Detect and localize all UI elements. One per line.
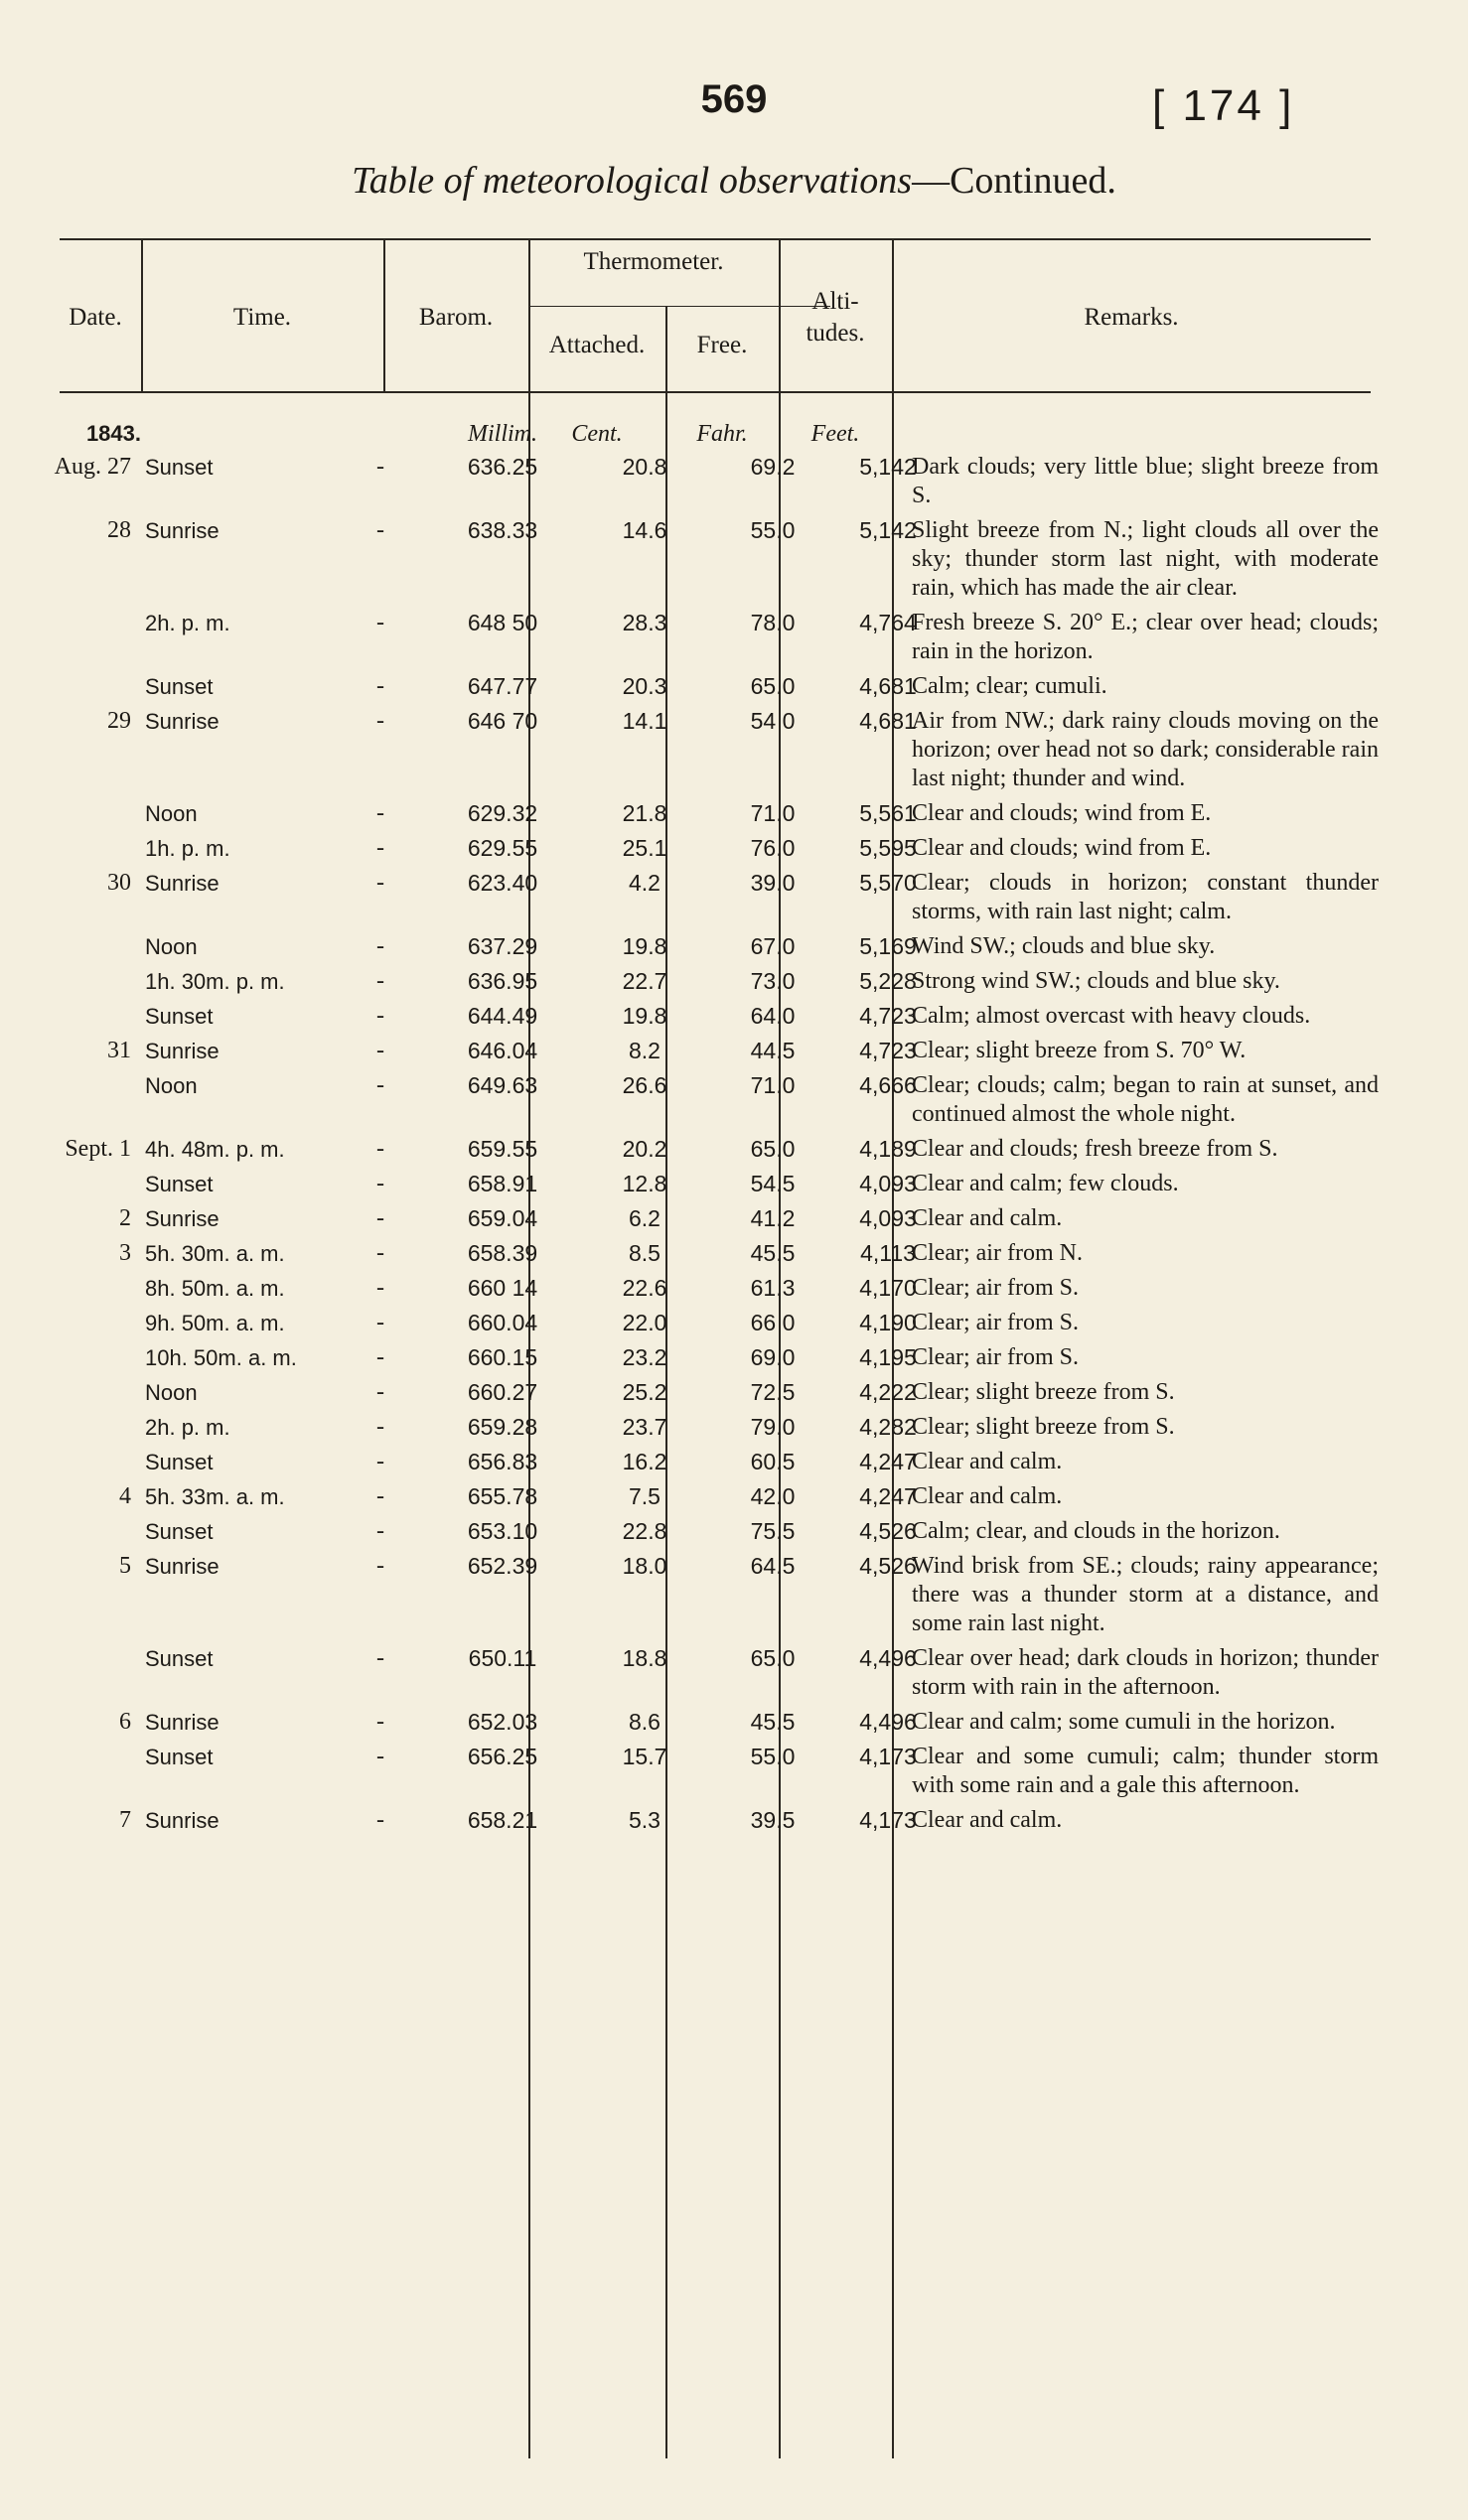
time-cell: Sunset xyxy=(145,1745,214,1769)
leader-dash: - xyxy=(376,610,384,635)
leader-dash: - xyxy=(376,1449,384,1474)
altitude-cell: 4,173 xyxy=(859,1807,917,1833)
attached-thermometer-cell: 8.5 xyxy=(629,1240,661,1266)
time-cell: 9h. 50m. a. m. xyxy=(145,1311,285,1335)
time-cell: Sunset xyxy=(145,1004,214,1029)
altitude-cell: 4,496 xyxy=(859,1709,917,1735)
free-thermometer-cell: 72.5 xyxy=(750,1379,796,1405)
time-cell: Sunset xyxy=(145,1519,214,1544)
free-thermometer-cell: 60.5 xyxy=(750,1449,796,1474)
attached-thermometer-cell: 22.8 xyxy=(622,1518,667,1544)
free-thermometer-cell: 54 0 xyxy=(750,708,796,734)
table-row xyxy=(50,707,1381,799)
page-title xyxy=(0,159,1468,203)
barometer-cell: 660 14 xyxy=(467,1275,538,1301)
altitude-cell: 5,595 xyxy=(859,835,917,861)
leader-dash: - xyxy=(376,1414,384,1440)
leader-dash: - xyxy=(376,454,384,480)
altitude-cell: 4,723 xyxy=(859,1038,917,1063)
altitude-cell: 5,142 xyxy=(859,454,917,480)
time-cell: Sunset xyxy=(145,1172,214,1196)
remarks-cell: Strong wind SW.; clouds and blue sky. xyxy=(912,968,1280,994)
title-suffix: —Continued. xyxy=(912,160,1116,202)
attached-thermometer-cell: 26.6 xyxy=(622,1072,667,1098)
table-row xyxy=(50,609,1381,672)
free-thermometer-cell: 79.0 xyxy=(750,1414,796,1440)
free-thermometer-cell: 66 0 xyxy=(750,1310,796,1335)
barometer-cell: 659.28 xyxy=(467,1414,538,1440)
date-cell: 30 xyxy=(107,870,131,896)
barometer-cell: 636.25 xyxy=(467,454,538,480)
time-cell: Noon xyxy=(145,1073,198,1098)
attached-thermometer-cell: 20.8 xyxy=(622,454,667,480)
table-row xyxy=(50,1413,1381,1448)
time-cell: Sunset xyxy=(145,455,214,480)
free-thermometer-cell: 54.5 xyxy=(750,1171,796,1196)
date-cell: Sept. 1 xyxy=(65,1136,131,1162)
altitude-cell: 4,189 xyxy=(859,1136,917,1162)
remarks-cell: Wind brisk from SE.; clouds; rainy appearance; there was a thunder storm at a distance, and some rain last night. xyxy=(912,1553,1379,1636)
remarks-cell: Air from NW.; dark rainy clouds moving on the horizon; over head not so dark; considerable rain last night; thunder and wind. xyxy=(912,708,1379,791)
remarks-cell: Clear and some cumuli; calm; thunder storm with some rain and a gale this afternoon. xyxy=(912,1744,1379,1798)
table-row xyxy=(50,1708,1381,1743)
remarks-cell: Clear; air from N. xyxy=(912,1240,1083,1266)
table-row xyxy=(50,1135,1381,1170)
attached-thermometer-cell: 21.8 xyxy=(622,800,667,826)
time-cell: 2h. p. m. xyxy=(145,1415,230,1440)
free-thermometer-cell: 76.0 xyxy=(750,835,796,861)
leader-dash: - xyxy=(376,1136,384,1162)
altitude-cell: 5,228 xyxy=(859,968,917,994)
table-row xyxy=(50,834,1381,869)
barometer-cell: 649.63 xyxy=(467,1072,538,1098)
attached-thermometer-cell: 16.2 xyxy=(622,1449,667,1474)
table-row xyxy=(50,1002,1381,1037)
barometer-cell: 652.03 xyxy=(467,1709,538,1735)
altitude-cell: 4,681 xyxy=(859,708,917,734)
barometer-cell: 660.04 xyxy=(467,1310,538,1335)
unit-free: Fahr. xyxy=(696,421,748,447)
leader-dash: - xyxy=(376,933,384,959)
altitude-cell: 4,170 xyxy=(859,1275,917,1301)
time-cell: 1h. p. m. xyxy=(145,836,230,861)
altitude-cell: 4,247 xyxy=(859,1483,917,1509)
leader-dash: - xyxy=(376,1744,384,1769)
date-cell: 2 xyxy=(119,1205,131,1231)
remarks-cell: Clear and calm. xyxy=(912,1449,1063,1474)
table-row xyxy=(50,1071,1381,1135)
barometer-cell: 646.04 xyxy=(467,1038,538,1063)
time-cell: Sunset xyxy=(145,674,214,699)
leader-dash: - xyxy=(376,708,384,734)
unit-barom: Millim. xyxy=(468,421,537,447)
table-body xyxy=(50,453,1381,1841)
date-cell: 3 xyxy=(119,1240,131,1266)
altitude-cell: 4,681 xyxy=(859,673,917,699)
attached-thermometer-cell: 28.3 xyxy=(622,610,667,635)
free-thermometer-cell: 71.0 xyxy=(750,800,796,826)
altitude-cell: 4,190 xyxy=(859,1310,917,1335)
time-cell: Sunrise xyxy=(145,709,220,734)
table-row xyxy=(50,1274,1381,1309)
attached-thermometer-cell: 22.6 xyxy=(622,1275,667,1301)
altitude-cell: 4,247 xyxy=(859,1449,917,1474)
table-row xyxy=(50,516,1381,609)
remarks-cell: Slight breeze from N.; light clouds all over the sky; thunder storm last night, with moderate rain, which has made the air clear. xyxy=(912,517,1379,601)
barometer-cell: 660.27 xyxy=(467,1379,538,1405)
barometer-cell: 658.21 xyxy=(467,1807,538,1833)
date-cell: Aug. 27 xyxy=(54,454,131,480)
altitude-cell: 5,570 xyxy=(859,870,917,896)
table-row xyxy=(50,1204,1381,1239)
time-cell: Noon xyxy=(145,934,198,959)
remarks-cell: Clear; air from S. xyxy=(912,1275,1079,1301)
attached-thermometer-cell: 19.8 xyxy=(622,933,667,959)
attached-thermometer-cell: 18.8 xyxy=(622,1645,667,1671)
attached-thermometer-cell: 23.2 xyxy=(622,1344,667,1370)
table-row xyxy=(50,1552,1381,1644)
time-cell: Noon xyxy=(145,1380,198,1405)
title-italic: Table of meteorological observations xyxy=(352,160,913,202)
time-cell: 4h. 48m. p. m. xyxy=(145,1137,285,1162)
time-cell: 8h. 50m. a. m. xyxy=(145,1276,285,1301)
altitude-cell: 5,169 xyxy=(859,933,917,959)
units-row xyxy=(50,421,1381,453)
barometer-cell: 660.15 xyxy=(467,1344,538,1370)
table-row xyxy=(50,967,1381,1002)
free-thermometer-cell: 55.0 xyxy=(750,1744,796,1769)
attached-thermometer-cell: 25.2 xyxy=(622,1379,667,1405)
barometer-cell: 652.39 xyxy=(467,1553,538,1579)
table-top-rule xyxy=(60,238,1371,240)
leader-dash: - xyxy=(376,968,384,994)
time-cell: 2h. p. m. xyxy=(145,611,230,635)
barometer-cell: 648 50 xyxy=(467,610,538,635)
attached-thermometer-cell: 15.7 xyxy=(622,1744,667,1769)
barometer-cell: 656.25 xyxy=(467,1744,538,1769)
barometer-cell: 659.55 xyxy=(467,1136,538,1162)
barometer-cell: 659.04 xyxy=(467,1205,538,1231)
free-thermometer-cell: 75.5 xyxy=(750,1518,796,1544)
barometer-cell: 637.29 xyxy=(467,933,538,959)
free-thermometer-cell: 64.0 xyxy=(750,1003,796,1029)
barometer-cell: 638.33 xyxy=(467,517,538,543)
altitude-cell: 4,282 xyxy=(859,1414,917,1440)
leader-dash: - xyxy=(376,1072,384,1098)
free-thermometer-cell: 78.0 xyxy=(750,610,796,635)
remarks-cell: Clear; air from S. xyxy=(912,1310,1079,1335)
attached-thermometer-cell: 8.2 xyxy=(629,1038,661,1063)
free-thermometer-cell: 39.5 xyxy=(750,1807,796,1833)
barometer-cell: 636.95 xyxy=(467,968,538,994)
free-thermometer-cell: 73.0 xyxy=(750,968,796,994)
barometer-cell: 644.49 xyxy=(467,1003,538,1029)
barometer-cell: 658.91 xyxy=(467,1171,538,1196)
free-thermometer-cell: 71.0 xyxy=(750,1072,796,1098)
altitude-cell: 4,496 xyxy=(859,1645,917,1671)
free-thermometer-cell: 67.0 xyxy=(750,933,796,959)
attached-thermometer-cell: 18.0 xyxy=(622,1553,667,1579)
free-thermometer-cell: 39.0 xyxy=(750,870,796,896)
remarks-cell: Clear and calm. xyxy=(912,1483,1063,1509)
free-thermometer-cell: 69.0 xyxy=(750,1344,796,1370)
leader-dash: - xyxy=(376,1275,384,1301)
table-row xyxy=(50,1037,1381,1071)
time-cell: Sunrise xyxy=(145,1710,220,1735)
time-cell: Sunrise xyxy=(145,518,220,543)
table-row xyxy=(50,1517,1381,1552)
observations-table xyxy=(50,234,1381,2468)
leader-dash: - xyxy=(376,870,384,896)
bracket-page-number: [ 174 ] xyxy=(1152,81,1295,130)
leader-dash: - xyxy=(376,1483,384,1509)
remarks-cell: Calm; clear; cumuli. xyxy=(912,673,1107,699)
table-row xyxy=(50,1309,1381,1343)
free-thermometer-cell: 64.5 xyxy=(750,1553,796,1579)
barometer-cell: 629.32 xyxy=(467,800,538,826)
attached-thermometer-cell: 19.8 xyxy=(622,1003,667,1029)
leader-dash: - xyxy=(376,1344,384,1370)
remarks-cell: Fresh breeze S. 20° E.; clear over head; clouds; rain in the horizon. xyxy=(912,610,1379,664)
altitude-cell: 5,561 xyxy=(859,800,917,826)
table-row xyxy=(50,1378,1381,1413)
date-cell: 28 xyxy=(107,517,131,543)
attached-thermometer-cell: 6.2 xyxy=(629,1205,661,1231)
remarks-cell: Clear and calm; some cumuli in the horizon. xyxy=(912,1709,1336,1735)
unit-attached: Cent. xyxy=(571,421,623,447)
date-cell: 7 xyxy=(119,1807,131,1833)
barometer-cell: 653.10 xyxy=(467,1518,538,1544)
header-attached: Attached. xyxy=(548,332,646,358)
barometer-cell: 647.77 xyxy=(467,673,538,699)
attached-thermometer-cell: 22.7 xyxy=(622,968,667,994)
barometer-cell: 650.11 xyxy=(468,1645,537,1671)
time-cell: Sunrise xyxy=(145,871,220,896)
time-cell: Sunrise xyxy=(145,1554,220,1579)
header-remarks: Remarks. xyxy=(1084,304,1179,331)
barometer-cell: 646 70 xyxy=(467,708,538,734)
attached-thermometer-cell: 7.5 xyxy=(629,1483,661,1509)
attached-thermometer-cell: 20.3 xyxy=(622,673,667,699)
leader-dash: - xyxy=(376,1379,384,1405)
altitude-cell: 5,142 xyxy=(859,517,917,543)
table-row xyxy=(50,799,1381,834)
time-cell: Sunrise xyxy=(145,1808,220,1833)
table-row xyxy=(50,1743,1381,1806)
remarks-cell: Clear; clouds; calm; began to rain at sunset, and continued almost the whole night. xyxy=(912,1072,1379,1127)
header-time: Time. xyxy=(232,304,292,331)
date-cell: 4 xyxy=(119,1483,131,1509)
table-row xyxy=(50,453,1381,516)
remarks-cell: Clear and calm; few clouds. xyxy=(912,1171,1179,1196)
attached-thermometer-cell: 4.2 xyxy=(629,870,661,896)
table-row xyxy=(50,672,1381,707)
free-thermometer-cell: 65.0 xyxy=(750,673,796,699)
remarks-cell: Clear; air from S. xyxy=(912,1344,1079,1370)
leader-dash: - xyxy=(376,800,384,826)
altitude-cell: 4,093 xyxy=(859,1205,917,1231)
attached-thermometer-cell: 14.6 xyxy=(622,517,667,543)
date-cell: 31 xyxy=(107,1038,131,1063)
time-cell: 10h. 50m. a. m. xyxy=(145,1345,297,1370)
leader-dash: - xyxy=(376,1645,384,1671)
header-date: Date. xyxy=(69,304,122,331)
free-thermometer-cell: 65.0 xyxy=(750,1136,796,1162)
barometer-cell: 655.78 xyxy=(467,1483,538,1509)
free-thermometer-cell: 45.5 xyxy=(750,1709,796,1735)
leader-dash: - xyxy=(376,1038,384,1063)
altitude-cell: 4,764 xyxy=(859,610,917,635)
table-row xyxy=(50,1448,1381,1482)
attached-thermometer-cell: 23.7 xyxy=(622,1414,667,1440)
remarks-cell: Clear; slight breeze from S. xyxy=(912,1414,1175,1440)
barometer-cell: 658.39 xyxy=(467,1240,538,1266)
altitude-cell: 4,113 xyxy=(860,1240,916,1266)
header-bottom-rule xyxy=(60,391,1371,393)
free-thermometer-cell: 65.0 xyxy=(750,1645,796,1671)
barometer-cell: 629.55 xyxy=(467,835,538,861)
table-row xyxy=(50,932,1381,967)
year-label: 1843. xyxy=(85,421,141,446)
free-thermometer-cell: 45.5 xyxy=(750,1240,796,1266)
altitude-cell: 4,195 xyxy=(859,1344,917,1370)
header-free: Free. xyxy=(696,332,748,358)
barometer-cell: 656.83 xyxy=(467,1449,538,1474)
date-cell: 29 xyxy=(107,708,131,734)
attached-thermometer-cell: 5.3 xyxy=(629,1807,661,1833)
free-thermometer-cell: 69.2 xyxy=(750,454,796,480)
altitude-cell: 4,666 xyxy=(859,1072,917,1098)
remarks-cell: Clear; slight breeze from S. xyxy=(912,1379,1175,1405)
free-thermometer-cell: 42.0 xyxy=(750,1483,796,1509)
time-cell: Sunset xyxy=(145,1450,214,1474)
remarks-cell: Wind SW.; clouds and blue sky. xyxy=(912,933,1216,959)
free-thermometer-cell: 61.3 xyxy=(750,1275,796,1301)
altitude-cell: 4,173 xyxy=(859,1744,917,1769)
altitude-cell: 4,723 xyxy=(859,1003,917,1029)
leader-dash: - xyxy=(376,517,384,543)
date-cell: 6 xyxy=(119,1709,131,1735)
free-thermometer-cell: 44.5 xyxy=(750,1038,796,1063)
barometer-cell: 623.40 xyxy=(467,870,538,896)
attached-thermometer-cell: 25.1 xyxy=(622,835,667,861)
time-cell: 1h. 30m. p. m. xyxy=(145,969,285,994)
attached-thermometer-cell: 22.0 xyxy=(622,1310,667,1335)
altitude-cell: 4,526 xyxy=(859,1553,917,1579)
leader-dash: - xyxy=(376,1003,384,1029)
table-row xyxy=(50,1343,1381,1378)
page-number: 569 xyxy=(700,77,768,121)
remarks-cell: Calm; almost overcast with heavy clouds. xyxy=(912,1003,1311,1029)
leader-dash: - xyxy=(376,1807,384,1833)
unit-altitudes: Feet. xyxy=(810,421,860,447)
remarks-cell: Clear and clouds; wind from E. xyxy=(912,800,1212,826)
remarks-cell: Clear and clouds; wind from E. xyxy=(912,835,1212,861)
leader-dash: - xyxy=(376,1310,384,1335)
leader-dash: - xyxy=(376,1553,384,1579)
leader-dash: - xyxy=(376,1240,384,1266)
time-cell: 5h. 33m. a. m. xyxy=(145,1484,285,1509)
leader-dash: - xyxy=(376,835,384,861)
attached-thermometer-cell: 20.2 xyxy=(622,1136,667,1162)
time-cell: 5h. 30m. a. m. xyxy=(145,1241,285,1266)
table-row xyxy=(50,1170,1381,1204)
leader-dash: - xyxy=(376,1171,384,1196)
altitude-cell: 4,222 xyxy=(859,1379,917,1405)
altitude-cell: 4,526 xyxy=(859,1518,917,1544)
leader-dash: - xyxy=(376,1205,384,1231)
attached-thermometer-cell: 8.6 xyxy=(629,1709,661,1735)
header-thermometer: Thermometer. xyxy=(583,248,724,275)
remarks-cell: Clear and calm. xyxy=(912,1807,1063,1833)
remarks-cell: Dark clouds; very little blue; slight breeze from S. xyxy=(912,454,1379,508)
time-cell: Sunrise xyxy=(145,1039,220,1063)
time-cell: Sunset xyxy=(145,1646,214,1671)
remarks-cell: Calm; clear, and clouds in the horizon. xyxy=(912,1518,1280,1544)
time-cell: Noon xyxy=(145,801,198,826)
remarks-cell: Clear over head; dark clouds in horizon; thunder storm with rain in the afternoon. xyxy=(912,1645,1379,1700)
remarks-cell: Clear; clouds in horizon; constant thunder storms, with rain last night; calm. xyxy=(912,870,1379,924)
leader-dash: - xyxy=(376,1709,384,1735)
attached-thermometer-cell: 14.1 xyxy=(622,708,667,734)
table-row xyxy=(50,1806,1381,1841)
table-row xyxy=(50,1239,1381,1274)
free-thermometer-cell: 55.0 xyxy=(750,517,796,543)
remarks-cell: Clear and clouds; fresh breeze from S. xyxy=(912,1136,1278,1162)
date-cell: 5 xyxy=(119,1553,131,1579)
table-row xyxy=(50,869,1381,932)
attached-thermometer-cell: 12.8 xyxy=(622,1171,667,1196)
time-cell: Sunrise xyxy=(145,1206,220,1231)
table-row xyxy=(50,1482,1381,1517)
header-altitudes: Alti- tudes. xyxy=(806,288,865,347)
free-thermometer-cell: 41.2 xyxy=(750,1205,796,1231)
header-barom: Barom. xyxy=(418,304,494,331)
table-row xyxy=(50,1644,1381,1708)
leader-dash: - xyxy=(376,1518,384,1544)
leader-dash: - xyxy=(376,673,384,699)
altitude-cell: 4,093 xyxy=(859,1171,917,1196)
remarks-cell: Clear and calm. xyxy=(912,1205,1063,1231)
remarks-cell: Clear; slight breeze from S. 70° W. xyxy=(912,1038,1247,1063)
